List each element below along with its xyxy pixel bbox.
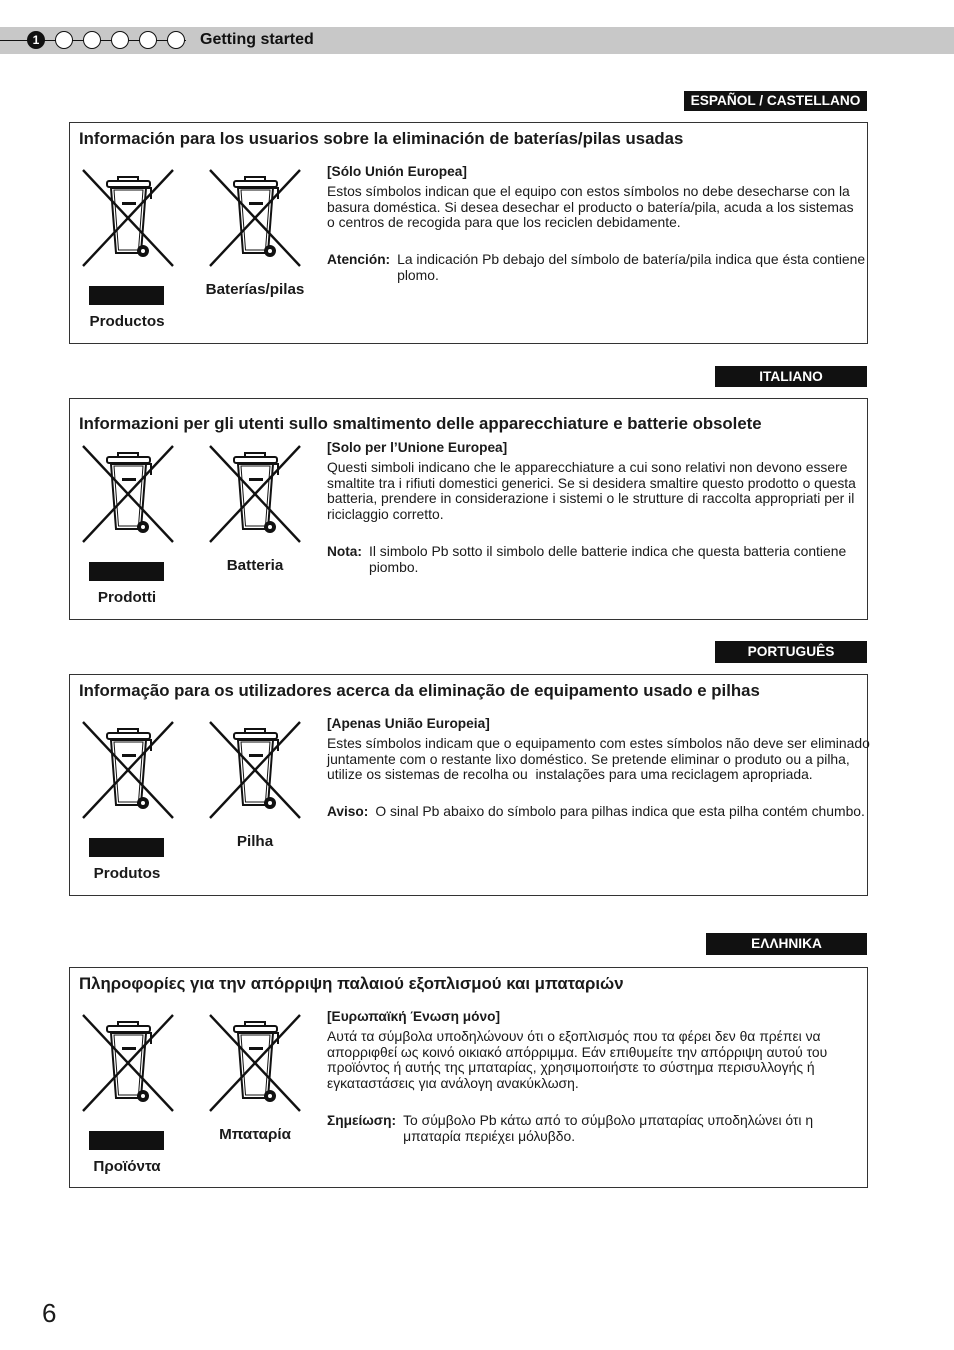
notice-title: Informazioni per gli utenti sullo smaltimento delle apparecchiature e batterie obsolete	[79, 414, 762, 433]
text-line: Estos símbolos indican que el equipo con estos símbolos no debe desecharse con la	[327, 183, 850, 199]
battery-symbol-label: Μπαταρία	[219, 1126, 291, 1143]
text-line: batteria, prendere in considerazione i sistemi o le strutture di raccolta appropriati per il	[327, 490, 855, 507]
text-line: Το σύμβολο Pb κάτω από το σύμβολο μπαταρίας υποδηλώνει ότι η	[403, 1111, 814, 1128]
text-line: μπαταρία περιέχει μόλυβδο.	[403, 1127, 576, 1144]
text-line: εγκαταστάσεις για ανάλογη ανακύκλωση.	[327, 1074, 579, 1091]
text-line: απορριφθεί ως κοινό οικιακό απόρριμμα. Εάν επιθυμείτε την απόρριψη αυτού του	[327, 1043, 828, 1060]
disposal-notice-es	[69, 122, 868, 344]
disposal-notice-it	[69, 398, 868, 620]
note-label: Nota:	[327, 543, 362, 559]
note-label: Atención:	[327, 252, 391, 268]
text-line: Αυτά τα σύμβολα υποδηλώνουν ότι ο εξοπλισμός που τα φέρει δεν θα πρέπει να	[327, 1028, 821, 1044]
text-line: O sinal Pb abaixo do símbolo para pilhas indica que esta pilha contém chumbo.	[375, 803, 865, 820]
battery-symbol-label: Pilha	[236, 833, 274, 850]
product-symbol-label: Προϊόντα	[93, 1158, 161, 1175]
language-tag-el: ΕΛΛΗΝΙΚΑ	[706, 933, 867, 955]
battery-symbol-label: Baterías/pilas	[205, 281, 305, 298]
crossed-out-wheeled-bin-icon	[80, 444, 176, 544]
note	[327, 544, 859, 576]
notice-body	[327, 735, 870, 783]
crossed-out-wheeled-bin-icon	[80, 168, 176, 268]
step-marker	[111, 31, 129, 49]
note-text	[375, 804, 865, 820]
text-line: utilize os sistemas de recolha ou instalações para uma reciclagem apropriada.	[327, 766, 813, 783]
text-line: plomo.	[397, 267, 439, 284]
note-text	[369, 544, 846, 576]
crossed-out-wheeled-bin-icon	[80, 720, 176, 820]
language-tag-pt: PORTUGUÊS	[715, 641, 867, 663]
battery-symbol-label: Batteria	[226, 557, 284, 574]
crossed-out-wheeled-bin-icon	[207, 1013, 303, 1113]
notice-text-column	[327, 440, 859, 575]
text-line: Estes símbolos indicam que o equipamento com estes símbolos não deve ser eliminado	[327, 735, 870, 751]
crossed-out-wheeled-bin-icon	[207, 720, 303, 820]
product-date-bar	[89, 286, 164, 305]
region-note: [Sólo Unión Europea]	[327, 164, 467, 179]
text-line: juntamente com o restante lixo doméstico. Se pretende eliminar o produto ou a pilha,	[327, 750, 850, 767]
language-tag-es: ESPAÑOL / CASTELLANO	[684, 91, 867, 111]
step-marker	[55, 31, 73, 49]
text-line: piombo.	[368, 558, 419, 575]
note	[327, 1113, 859, 1145]
text-line: La indicación Pb debajo del símbolo de batería/pila indica que ésta contiene	[397, 251, 866, 268]
step-marker	[167, 31, 185, 49]
notice-text-column	[327, 164, 866, 284]
current-step-marker: 1	[27, 31, 45, 49]
step-indicator	[27, 31, 185, 49]
notice-title: Πληροφορίες για την απόρριψη παλαιού εξοπλισμού και μπαταριών	[79, 974, 624, 993]
note	[327, 251, 866, 284]
crossed-out-wheeled-bin-icon	[207, 168, 303, 268]
language-tag-it: ITALIANO	[715, 366, 867, 387]
page-number: 6	[42, 1298, 57, 1328]
notice-text-column	[327, 1009, 859, 1144]
note-text	[397, 252, 865, 284]
text-line: Il simbolo Pb sotto il simbolo delle batterie indica che questa batteria contiene	[368, 542, 847, 559]
step-marker	[83, 31, 101, 49]
text-line: riciclaggio corretto.	[327, 505, 444, 522]
product-date-bar	[89, 1131, 164, 1150]
note-text	[403, 1113, 813, 1145]
text-line: προϊόντος ή αυτής της μπαταρίας, χρησιμοποιήστε το σύστημα περισυλλογής ή	[327, 1059, 815, 1076]
step-marker	[139, 31, 157, 49]
notice-text-column	[327, 716, 870, 820]
notice-body	[327, 460, 859, 522]
product-date-bar	[89, 838, 164, 857]
notice-title: Información para los usuarios sobre la eliminación de baterías/pilas usadas	[79, 129, 684, 148]
notice-body	[327, 184, 859, 231]
note	[327, 803, 865, 820]
notice-body	[327, 1029, 859, 1091]
region-note: [Apenas União Europeia]	[327, 716, 490, 731]
note-label: Σημείωση:	[327, 1112, 397, 1128]
disposal-notice-el	[69, 967, 868, 1188]
region-note: [Solo per l’Unione Europea]	[327, 440, 508, 455]
region-note: [Ευρωπαϊκή Ένωση μόνο]	[327, 1009, 501, 1024]
disposal-notice-pt	[69, 674, 868, 896]
note-label: Aviso:	[327, 804, 369, 820]
notice-title: Informação para os utilizadores acerca da eliminação de equipamento usado e pilhas	[79, 681, 760, 700]
product-symbol-label: Productos	[89, 313, 165, 330]
text-line: o centros de recogida para que los reciclen debidamente.	[327, 214, 681, 231]
crossed-out-wheeled-bin-icon	[207, 444, 303, 544]
chapter-title: Getting started	[200, 31, 314, 48]
crossed-out-wheeled-bin-icon	[80, 1013, 176, 1113]
product-date-bar	[89, 562, 164, 581]
product-symbol-label: Produtos	[93, 865, 161, 882]
text-line: Questi simboli indicano che le apparecchiature a cui sono relativi non devono essere	[327, 459, 848, 475]
text-line: smaltite tra i rifiuti domestici generici. Se si desidera smaltire questo prodotto o questa	[327, 474, 856, 491]
product-symbol-label: Prodotti	[97, 589, 157, 606]
text-line: basura doméstica. Si desea desechar el producto o batería/pila, acuda a los sistemas	[327, 198, 854, 215]
